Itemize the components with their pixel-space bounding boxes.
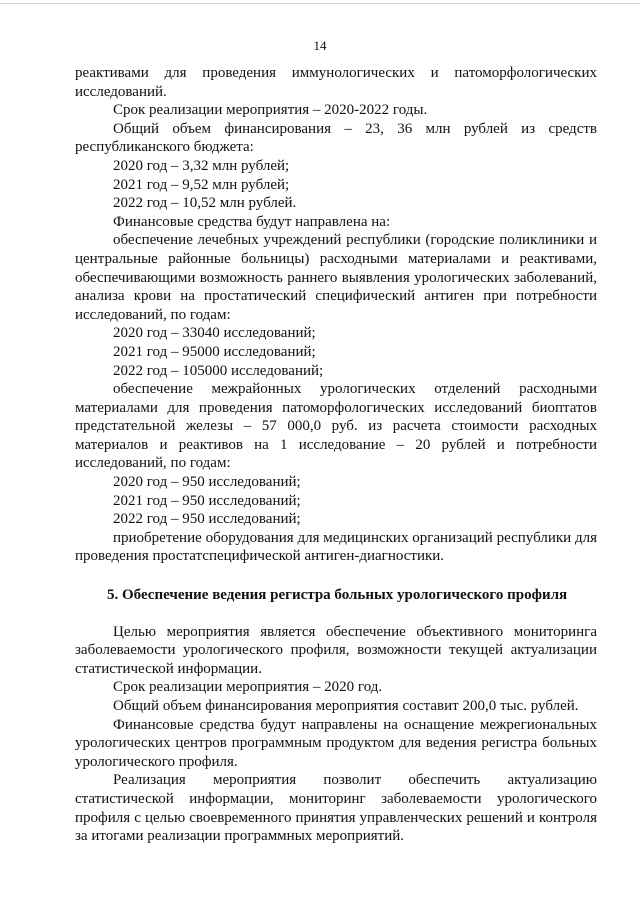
scan-edge-line [0, 3, 640, 4]
page-number: 14 [313, 38, 327, 53]
paragraph: Целью мероприятия является обеспечение объективного мониторинга заболеваемости урологического профиля, возможности текущей актуализации статистической информации. [75, 623, 597, 677]
section-heading: 5. Обеспечение ведения регистра больных урологического профиля [107, 587, 568, 604]
year-line: 2022 год – 950 исследований; [113, 511, 301, 528]
year-line: 2020 год – 3,32 млн рублей; [113, 157, 290, 174]
paragraph: Срок реализации мероприятия – 2020 год. [113, 679, 383, 696]
year-line: 2022 год – 105000 исследований; [113, 362, 324, 379]
year-line: 2021 год – 9,52 млн рублей; [113, 176, 290, 193]
year-line: 2022 год – 10,52 млн рублей. [113, 195, 297, 212]
paragraphs-bottom [75, 623, 597, 846]
paragraph: Общий объем финансирования – 23, 36 млн рублей из средств республиканского бюджета: [75, 120, 597, 156]
paragraph: Финансовые средства будут направлена на: [113, 213, 391, 230]
paragraph: Общий объем финансирования мероприятия составит 200,0 тыс. рублей. [113, 698, 579, 714]
paragraphs-top [75, 64, 597, 566]
paragraph: Срок реализации мероприятия – 2020-2022 годы. [113, 102, 428, 119]
paragraph: обеспечение межрайонных урологических отделений расходными материалами для проведения патоморфологических исследований биоптатов предстательной железы – 57 000,0 руб. из расчета стоимости расходных материалов и реактивов на 1 исследование – 20 рублей и потребности исследований, по годам: [75, 381, 597, 472]
year-line: 2021 год – 950 исследований; [113, 492, 301, 509]
document-body [75, 64, 597, 846]
paragraph: Реализация мероприятия позволит обеспечить актуализацию статистической информации, мониторинг заболеваемости урологического профиля с целью своевременного принятия управленческих решений и контроля за итогами реализации программных мероприятий. [75, 772, 597, 845]
paragraph-continued: реактивами для проведения иммунологических и патоморфологических исследований. [75, 65, 597, 100]
year-line: 2020 год – 950 исследований; [113, 474, 301, 491]
paragraph: обеспечение лечебных учреждений республики (городские поликлиники и центральные районные больницы) расходными материалами и реактивами, обеспечивающими возможность раннего выявления урологических заболеваний, анализа крови на простатический специфический антиген при потребности исследований, по годам: [75, 232, 597, 323]
year-line: 2020 год – 33040 исследований; [113, 325, 316, 342]
paragraph: приобретение оборудования для медицинских организаций республики для проведения простатспецифической антиген-диагностики. [75, 529, 597, 565]
paragraph: Финансовые средства будут направлены на оснащение межрегиональных урологических центров программным продуктом для ведения регистра больных урологического профиля. [75, 716, 597, 770]
year-line: 2021 год – 95000 исследований; [113, 343, 316, 360]
